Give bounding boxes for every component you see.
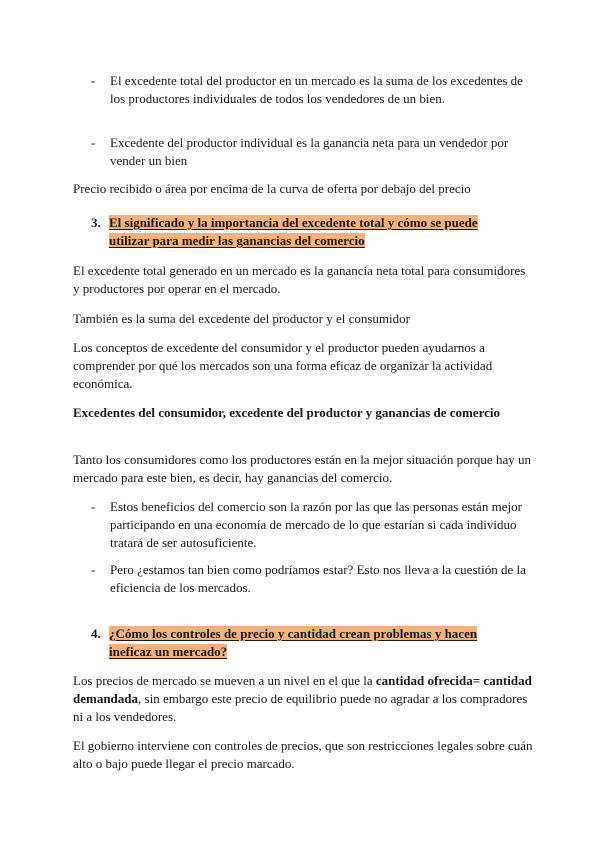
bold-cantidad-ofrecida: cantidad ofrecida= [375,673,481,688]
bullet-beneficios-comercio [91,498,531,552]
bullet-excedente-total-productor [91,72,531,108]
paragraph-precios-mercado [73,672,533,726]
bullet-text: El excedente total del productor en un mercado es la suma de los excedentes de los productores individuales de todos los vendedores de un bien. [110,73,523,106]
paragraph-precio-recibido: Precio recibido o área por encima de la curva de oferta por debajo del precio [73,181,471,196]
heading-section-4 [91,625,527,661]
bullet-eficiencia [91,561,531,597]
heading-text [109,625,477,661]
paragraph-suma: También es la suma del excedente del productor y el consumidor [73,311,410,326]
heading-line-1: El significado y la importancia del excedente total y cómo se puede [109,215,478,230]
paragraph-conceptos: Los conceptos de excedente del consumidor y el productor pueden ayudarnos a comprender por qué los mercados son una forma eficaz de organizar la actividad económica. [73,340,493,391]
bold-cantidad-demandada: cantidad demandada [73,673,532,706]
heading-number: 3. [91,215,101,230]
bullet-text: Excedente del productor individual es la ganancia neta para un vendedor por vender un bien [110,135,509,168]
bullet-text: Pero ¿estamos tan bien como podríamos estar? Esto nos lleva a la cuestión de la eficiencia de los mercados. [110,562,526,595]
paragraph-excedente-total: El excedente total generado en un mercado es la ganancia neta total para consumidores y productores por operar en el mercado. [73,263,526,296]
bullet-excedente-individual [91,134,531,170]
bullet-dash: - [91,135,96,150]
bullet-text: Estos beneficios del comercio son la razón por las que las personas están mejor participando en una economía de mercado de lo que estarían si cada individuo tratará de ser autosuficiente. [110,499,522,550]
text-run: Los precios de mercado se mueven a un nivel en el que la [73,673,376,688]
paragraph-gobierno: El gobierno interviene con controles de precios, que son restricciones legales sobre cuán alto o bajo puede llegar el precio marcado. [73,738,533,771]
heading-section-3 [91,214,527,250]
heading-number: 4. [91,626,101,641]
heading-line-2: ineficaz un mercado? [109,644,228,659]
subheading-excedentes: Excedentes del consumidor, excedente del productor y ganancias de comercio [73,405,501,420]
bullet-dash: - [91,562,96,577]
bullet-dash: - [91,73,96,88]
paragraph-tanto: Tanto los consumidores como los productores están en la mejor situación porque hay un mercado para este bien, es decir, hay ganancias del comercio. [73,452,531,485]
heading-text [109,214,478,250]
heading-line-1: ¿Cómo los controles de precio y cantidad crean problemas y hacen [109,626,478,641]
heading-line-2: utilizar para medir las ganancias del comercio [109,233,365,248]
text-run: , sin embargo este precio de equilibrio puede no agradar a los compradores ni a los vendedores. [73,691,528,724]
bullet-dash: - [91,499,96,514]
